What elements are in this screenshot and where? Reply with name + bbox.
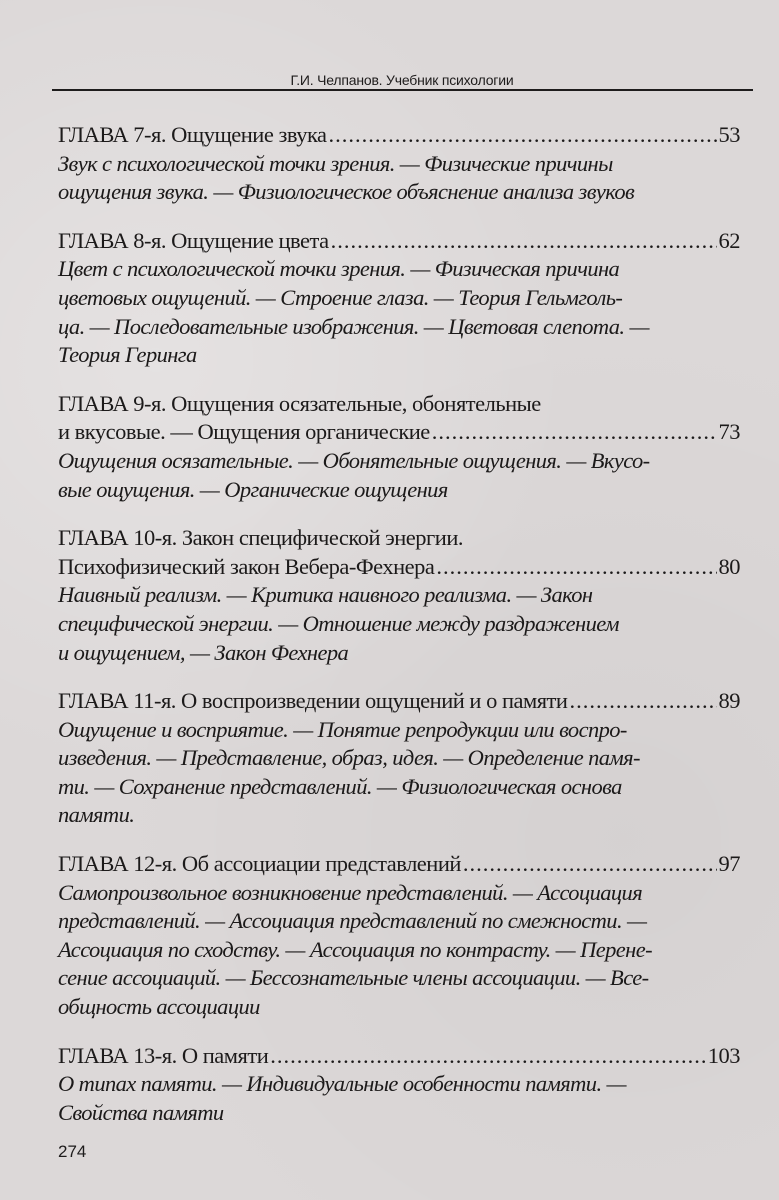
description-line: и ощущением, — Закон Фехнера <box>58 639 349 665</box>
chapter-title: Психофизический закон Вебера-Фехнера <box>58 553 435 579</box>
page-ref: 62 <box>718 227 740 253</box>
page-number: 274 <box>58 1142 87 1161</box>
chapter-title: ГЛАВА 7-я. Ощущение звука <box>58 122 327 147</box>
toc-title-line <box>58 553 740 582</box>
page-ref: 80 <box>718 553 740 579</box>
dot-leader <box>331 227 717 256</box>
description-line: общность ассоциации <box>58 994 260 1020</box>
dot-leader <box>329 121 717 150</box>
toc-title-line <box>58 418 740 447</box>
description-line: Теория Геринга <box>58 342 197 368</box>
dot-leader <box>432 418 717 447</box>
toc-title-line <box>58 227 740 256</box>
chapter-title: ГЛАВА 8-я. Ощущение цвета <box>58 227 329 253</box>
header-rule-divider <box>52 89 753 91</box>
description-line: Наивный реализм. — Критика наивного реализма. — Закон <box>58 582 593 608</box>
chapter-description <box>58 581 740 667</box>
page-ref: 103 <box>707 1042 740 1068</box>
table-of-contents <box>58 121 740 1127</box>
description-line: Ощущения осязательные. — Обонятельные ощущения. — Вкусо- <box>58 447 650 473</box>
dot-leader <box>569 687 716 716</box>
toc-title-line <box>58 850 740 879</box>
dot-leader <box>463 850 717 879</box>
chapter-title: ГЛАВА 13-я. О памяти <box>58 1042 269 1068</box>
toc-title-line <box>58 121 740 150</box>
chapter-description <box>58 879 740 1022</box>
toc-entry-chapter-13 <box>58 1042 740 1128</box>
page-ref: 97 <box>718 851 740 877</box>
description-line: изведения. — Представление, образ, идея. — Определение памя- <box>58 745 640 771</box>
page-ref: 73 <box>718 419 740 445</box>
description-line: Ассоциация по сходству. — Ассоциация по контрасту. — Перене- <box>58 936 653 962</box>
chapter-description <box>58 150 740 207</box>
toc-entry-chapter-11 <box>58 687 740 830</box>
toc-title-line <box>58 1042 740 1071</box>
chapter-description <box>58 716 740 830</box>
chapter-title: ГЛАВА 12-я. Об ассоциации представлений <box>58 851 461 877</box>
chapter-description <box>58 447 740 504</box>
description-line: ощущения звука. — Физиологическое объяснение анализа звуков <box>58 179 635 205</box>
toc-title-line <box>58 687 740 716</box>
description-line: Самопроизвольное возникновение представлений. — Ассоциация <box>58 879 643 905</box>
description-line: специфической энергии. — Отношение между раздражением <box>58 610 619 636</box>
chapter-description <box>58 255 740 369</box>
description-line: вые ощущения. — Органические ощущения <box>58 476 448 502</box>
description-line: О типах памяти. — Индивидуальные особенности памяти. — <box>58 1071 626 1097</box>
toc-entry-chapter-10 <box>58 524 740 667</box>
description-line: Звук с психологической точки зрения. — Физические причины <box>58 150 613 176</box>
page-ref: 89 <box>718 688 740 714</box>
chapter-title-line: ГЛАВА 10-я. Закон специфической энергии. <box>58 525 463 551</box>
description-line: Цвет с психологической точки зрения. — Физическая причина <box>58 256 620 282</box>
chapter-title: и вкусовые. — Ощущения органические <box>58 419 430 445</box>
description-line: ти. — Сохранение представлений. — Физиологическая основа <box>58 773 622 799</box>
description-line: сение ассоциаций. — Бессознательные члены ассоциации. — Все- <box>58 965 649 991</box>
description-line: Свойства памяти <box>58 1099 224 1125</box>
toc-entry-chapter-9 <box>58 390 740 504</box>
chapter-description <box>58 1070 740 1127</box>
toc-entry-chapter-8 <box>58 227 740 370</box>
chapter-title-line: ГЛАВА 9-я. Ощущения осязательные, обонятельные <box>58 390 541 416</box>
description-line: Ощущение и восприятие. — Понятие репродукции или воспро- <box>58 716 627 742</box>
dot-leader <box>436 553 716 582</box>
description-line: цветовых ощущений. — Строение глаза. — Теория Гельмголь- <box>58 284 623 310</box>
toc-entry-chapter-12 <box>58 850 740 1022</box>
dot-leader <box>270 1042 706 1071</box>
page-ref: 53 <box>718 122 740 147</box>
running-head: Г.И. Челпанов. Учебник психологии <box>290 72 514 88</box>
description-line: представлений. — Ассоциация представлений по смежности. — <box>58 908 647 934</box>
description-line: памяти. <box>58 802 135 828</box>
description-line: ца. — Последовательные изображения. — Цветовая слепота. — <box>58 313 649 339</box>
toc-entry-chapter-7 <box>58 121 740 207</box>
chapter-title: ГЛАВА 11-я. О воспроизведении ощущений и о памяти <box>58 688 568 714</box>
